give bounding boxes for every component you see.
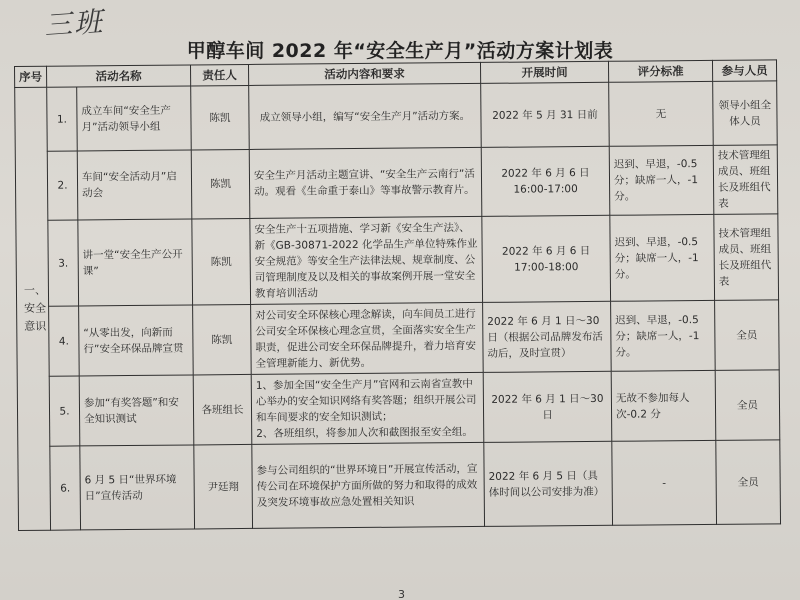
header-activity-name: 活动名称 <box>47 65 191 87</box>
table-row <box>17 370 780 447</box>
owner: 陈凯 <box>191 85 250 150</box>
activity-content: 成立领导小组，编写“安全生产月”活动方案。 <box>249 83 482 149</box>
activity-content: 参与公司组织的“世界环境日”开展宣传活动，宣传公司在环境保护方面所做的努力和取得的成效及突发环境事故应急处置相关知识 <box>252 442 485 528</box>
activity-content: 1、参加全国“安全生产月”官网和云南省宣教中心举办的安全知识网络有奖答题；组织开展公司和车间要求的安全知识测试； 2、各班组织，将参加人次和截图报至安全组。 <box>251 372 484 444</box>
owner: 各班组长 <box>193 374 252 445</box>
owner: 陈凯 <box>192 218 251 305</box>
activity-content: 对公司安全环保核心理念解读，向车间员工进行公司安全环保核心理念宣贯，全面落实安全生产职责，促进公司安全环保品牌提升，着力培育安全管理新能力、新优势。 <box>251 302 484 374</box>
row-number: 6. <box>50 446 81 530</box>
activity-name: 参加“有奖答题”和安全知识测试 <box>79 375 194 446</box>
header-criteria: 评分标准 <box>608 60 712 82</box>
handwritten-class-note: 三班 <box>43 4 106 43</box>
header-category: 序号 <box>15 66 47 87</box>
activity-name: 6 月 5 日“世界环境日”宣传活动 <box>80 445 195 530</box>
participants: 全员 <box>716 440 781 525</box>
table-row <box>15 81 778 152</box>
row-number: 2. <box>47 151 78 220</box>
participants: 技术管理组成员、班组长及班组代表 <box>714 214 779 301</box>
activity-time: 2022 年 6 月 1 日～30 日（根据公司品牌发布活动后，及时宣贯） <box>483 301 612 372</box>
owner: 陈凯 <box>193 304 252 375</box>
activity-content: 安全生产十五项措施、学习新《安全生产法》、新《GB-30871-2022 化学品生产单位特殊作业安全规范》等安全生产法律法规、规章制度、公司管理制度及以及相关的事故案例开展一堂安全教育培训活动 <box>250 216 483 304</box>
participants: 领导小组全体人员 <box>713 81 778 146</box>
header-content: 活动内容和要求 <box>248 62 480 85</box>
table-row <box>17 300 780 377</box>
participants: 全员 <box>715 300 780 371</box>
activity-plan-table <box>14 59 781 531</box>
row-number: 3. <box>48 220 79 306</box>
header-owner: 责任人 <box>190 64 248 86</box>
activity-time: 2022 年 6 月 6 日 17:00-18:00 <box>482 215 611 302</box>
owner: 陈凯 <box>191 149 250 219</box>
participants: 技术管理组成员、班组长及班组代表 <box>713 145 778 215</box>
scoring-criteria: 迟到、早退，-0.5 分；缺席一人，-1 分。 <box>610 214 715 301</box>
scoring-criteria: 无故不参加每人次-0.2 分 <box>611 370 716 441</box>
scoring-criteria: - <box>612 440 717 525</box>
row-number: 1. <box>47 87 78 151</box>
participants: 全员 <box>715 370 780 441</box>
row-number: 5. <box>49 376 80 446</box>
owner: 尹廷翔 <box>194 444 253 529</box>
page-title: 甲醇车间 2022 年“安全生产月”活动方案计划表 <box>186 40 614 62</box>
activity-time: 2022 年 6 月 5 日（具体时间以公司安排为准） <box>484 441 613 526</box>
scoring-criteria: 迟到、早退，-0.5 分；缺席一人，-1 分。 <box>611 300 716 371</box>
category-cell <box>15 87 51 530</box>
page-number: 3 <box>398 588 405 600</box>
scoring-criteria: 无 <box>609 81 714 146</box>
table-row <box>18 440 781 531</box>
scoring-criteria: 迟到、早退，-0.5 分；缺席一人，-1 分。 <box>609 145 714 215</box>
activity-plan-table-wrapper <box>14 59 780 531</box>
activity-name: 车间“安全活动月”启动会 <box>77 150 192 220</box>
row-number: 4. <box>49 306 80 376</box>
activity-name: 讲一堂“安全生产公开课” <box>78 219 193 306</box>
table-row <box>15 145 778 221</box>
category-label: 一、安全意识 <box>23 283 47 333</box>
header-time: 开展时间 <box>480 61 608 83</box>
activity-time: 2022 年 6 月 1 日～30 日 <box>483 371 612 442</box>
header-participants: 参与人员 <box>712 60 776 82</box>
activity-content: 安全生产月活动主题宣讲、“安全生产云南行”活动。观看《生命重于泰山》等事故警示教育片。 <box>249 147 482 218</box>
activity-name: 成立车间“安全生产月”活动领导小组 <box>77 86 192 151</box>
activity-time: 2022 年 6 月 6 日 16:00-17:00 <box>481 146 610 216</box>
activity-time: 2022 年 5 月 31 日前 <box>481 82 610 147</box>
table-row <box>16 214 779 307</box>
activity-name: “从零出发，向新而行”安全环保品牌宣贯 <box>79 305 194 376</box>
